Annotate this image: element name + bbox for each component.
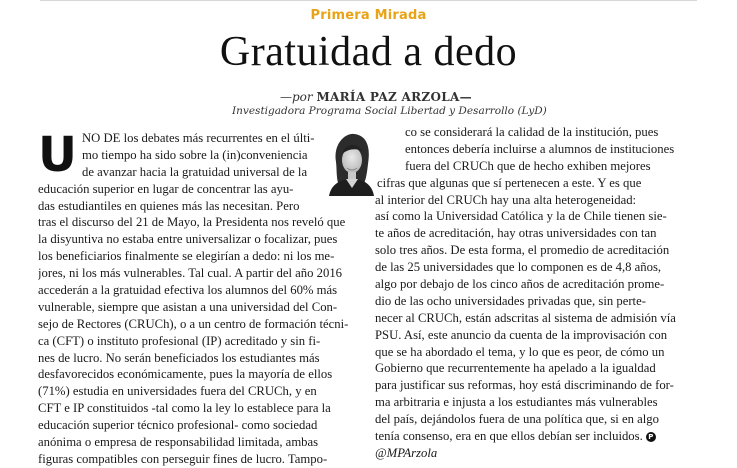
left-line: accederán a la gratuidad efectiva los alumnos del 60% más: [38, 283, 338, 298]
end-mark-icon: P: [646, 432, 656, 442]
article-title: Gratuidad a dedo: [219, 29, 518, 75]
right-line: solo tres años. De esta forma, el promedio de acreditación: [375, 243, 670, 258]
left-line: vulnerable, siempre que asistan a una universidad del Con-: [38, 299, 338, 314]
right-line: PSU. Así, este anuncio da cuenta de la improvisación con: [375, 327, 668, 342]
right-line: te años de acreditación, hay otras universidades con tan: [375, 226, 657, 241]
left-line: educación superior técnico profesional- como sociedad: [38, 418, 318, 433]
right-line: co se considerará la calidad de la institución, pues: [405, 125, 659, 139]
author-affiliation: Investigadora Programa Social Libertad y Desarrollo (LyD): [232, 105, 547, 117]
top-rule: [40, 0, 697, 1]
left-line: educación superior en lugar de concentrar las ayu-: [38, 181, 294, 196]
left-line: de avanzar hacia la gratuidad universal de la: [82, 164, 308, 179]
right-line: así como la Universidad Católica y la de Chile tienen sie-: [375, 209, 667, 224]
right-line: fuera del CRUCh que de hecho exhiben mejores: [405, 158, 651, 173]
left-line: figuras compatibles con perseguir fines de lucro. Tampo-: [38, 451, 328, 466]
right-line: para justificar sus reformas, hoy está discriminando de for-: [375, 378, 674, 393]
right-line: que se ha abordado el tema, y lo que es peor, de cómo un: [375, 344, 665, 359]
right-line: del país, dejándolos fuera de una política que, si en algo: [375, 412, 659, 427]
left-line: nes de lucro. No serán beneficiados los estudiantes más: [38, 350, 320, 365]
right-line: de las 25 universidades que lo componen es de 4,8 años,: [375, 260, 662, 275]
left-line: jores, ni los más vulnerables. Tal cual. A partir del año 2016: [38, 266, 343, 281]
left-line: la disyuntiva no estaba entre universalizar o focalizar, pues: [38, 232, 338, 247]
twitter-handle[interactable]: @MPArzola: [375, 445, 438, 460]
right-column: [375, 124, 697, 462]
left-line: los beneficiarios finalmente se elegirían a dedo: ni los me-: [38, 249, 335, 264]
right-line: cifras que algunas que sí pertenecen a este. Y es que: [377, 175, 642, 190]
drop-cap: U: [38, 127, 77, 183]
section-label: Primera Mirada: [310, 8, 427, 23]
right-line: dio de las ocho universidades privadas que, sin perte-: [375, 293, 646, 308]
left-line: sejo de Rectores (CRUCh), o a un centro de formación técni-: [38, 316, 349, 331]
left-line: (71%) estudia en universidades fuera del CRUCh, y en: [38, 384, 317, 399]
left-line: CFT e IP constituidos -tal como la ley lo establece para la: [38, 401, 331, 416]
byline: [280, 90, 472, 104]
right-line-last: [375, 428, 697, 445]
left-line: anónima o empresa de responsabilidad limitada, ambas: [38, 435, 319, 450]
byline-prefix: —por: [280, 90, 317, 104]
left-line: tras el discurso del 21 de Mayo, la Presidenta nos reveló que: [38, 215, 346, 230]
left-line: NO DE los debates más recurrentes en el últi-: [82, 131, 315, 145]
author-portrait: [327, 130, 375, 196]
left-column: [38, 127, 360, 468]
right-line-text: tenía consenso, era en que ellos debían ser incluidos.: [375, 429, 643, 444]
left-line: desfavorecidos económicamente, pues la mayoría de ellos: [38, 367, 333, 382]
right-line: entonces debería incluirse a alumnos de instituciones: [405, 141, 675, 156]
right-line: algo por debajo de los cinco años de acreditación prome-: [375, 277, 665, 292]
left-line: mo tiempo ha sido sobre la (in)conveniencia: [82, 147, 308, 162]
right-line: ma arbitraria e injusta a los estudiantes más vulnerables: [375, 395, 658, 410]
right-line: necer al CRUCh, están adscritas al sistema de admisión vía: [375, 310, 676, 325]
right-line: al interior del CRUCh hay una alta heterogeneidad:: [375, 192, 637, 207]
left-line: das estudiantiles en quienes más las necesitan. Pero: [38, 198, 300, 213]
left-line: ca (CFT) o instituto profesional (IP) acreditado y sin fi-: [38, 333, 321, 348]
right-line: Gobierno que recurrentemente ha apelado a la igualdad: [375, 361, 656, 376]
author-name: MARÍA PAZ ARZOLA—: [316, 90, 472, 104]
